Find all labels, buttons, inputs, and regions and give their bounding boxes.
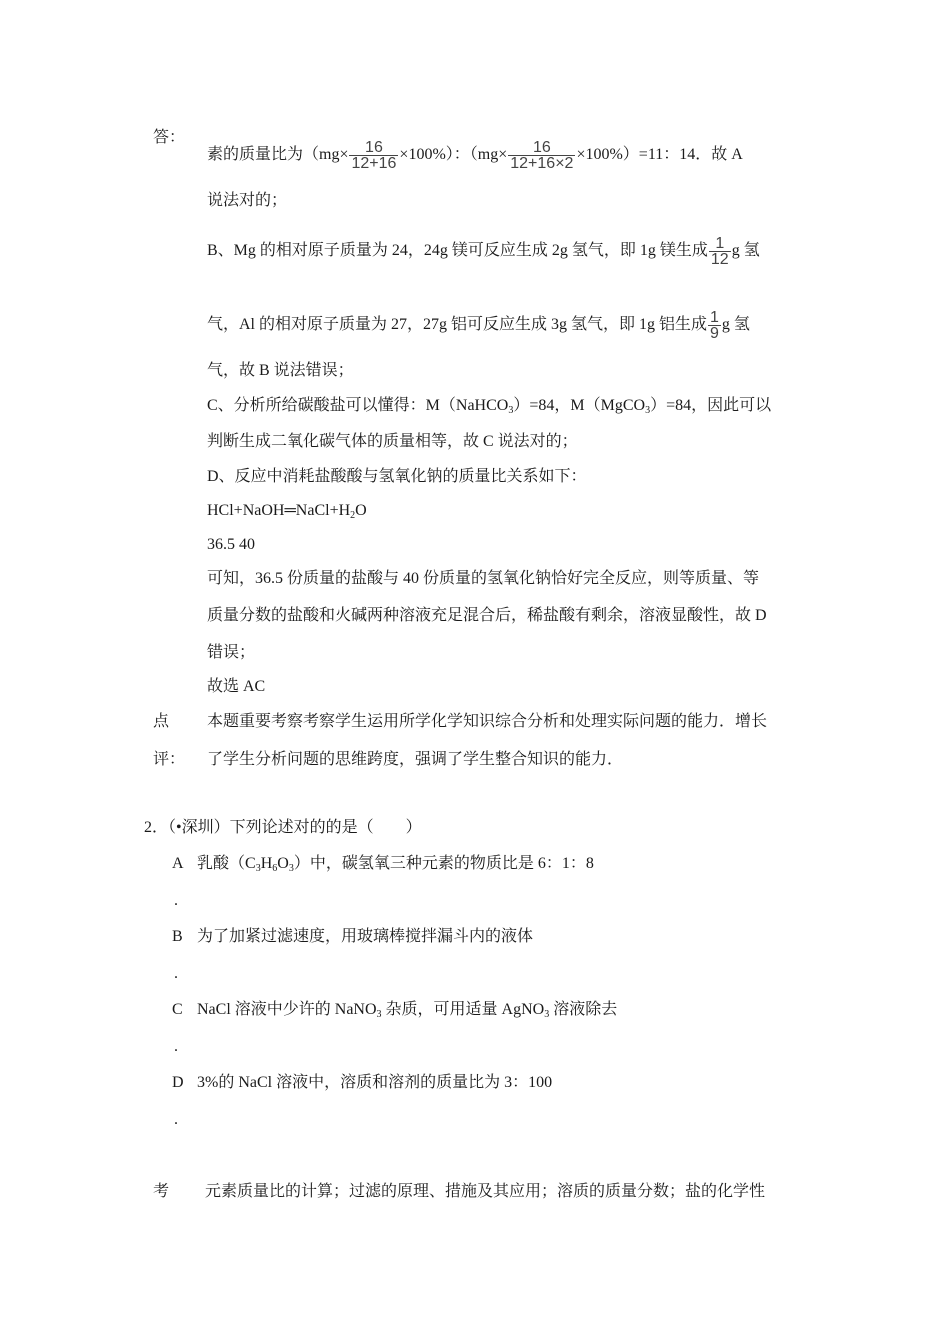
option-d-letter: D (172, 1074, 184, 1091)
text-fragment: 气，Al 的相对原子质量为 27，27g 铝可反应生成 3g 氢气，即 1g 铝生成 (207, 316, 708, 334)
subscript: 2 (350, 510, 356, 521)
fraction-denominator: 9 (710, 325, 719, 342)
text-fragment: O (355, 502, 367, 519)
analysis-line-2: 说法对的； (207, 192, 288, 209)
subscript: 3 (255, 863, 261, 874)
text-fragment: B、Mg 的相对原子质量为 24，24g 镁可反应生成 2g 氢气，即 1g 镁生成 (207, 242, 708, 260)
text-fragment: NaCl 溶液中少许的 NaNO (197, 1001, 377, 1018)
option-d-text: 3%的 NaCl 溶液中，溶质和溶剂的质量比为 3：100 (197, 1074, 553, 1091)
text-fragment: 乳酸（C (197, 855, 256, 872)
option-b-letter: B (172, 928, 183, 945)
analysis-line-3 (207, 236, 760, 267)
fraction (709, 236, 731, 267)
option-c-letter: C (172, 1001, 183, 1018)
option-c-text (197, 1000, 617, 1020)
fraction-numerator: 16 (365, 139, 383, 156)
analysis-line-12: 质量分数的盐酸和火碱两种溶液充足混合后，稀盐酸有剩余，溶液显酸性，故 D (207, 607, 767, 624)
option-a-dot: . (174, 892, 178, 909)
analysis-line-5: 气，故 B 说法错误； (207, 362, 354, 379)
fraction (508, 140, 575, 171)
text-fragment: 素的质量比为（mg× (207, 146, 349, 164)
option-c-dot: . (174, 1038, 178, 1055)
text-fragment: C、分析所给碳酸盐可以懂得：M（NaHCO (207, 397, 509, 414)
text-fragment: g 氢 (731, 242, 760, 260)
subscript: 3 (645, 405, 651, 416)
exam-point-label: 考 (153, 1183, 170, 1200)
fraction-numerator: 1 (715, 235, 725, 252)
analysis-line-4 (207, 310, 750, 341)
answer-label: 答： (153, 129, 186, 146)
option-a-text (197, 854, 594, 874)
fraction (349, 140, 398, 171)
comment-label-bottom: 评： (153, 751, 186, 768)
text-fragment: ）=84，M（MgCO (513, 397, 646, 414)
subscript: 3 (544, 1009, 550, 1020)
text-fragment: ×100%）=11：14．故 A (576, 146, 743, 164)
subscript: 6 (272, 863, 278, 874)
fraction-numerator: 16 (532, 139, 551, 156)
text-fragment: ）=84，因此可以 (650, 397, 772, 414)
fraction (708, 310, 721, 341)
final-answer: 故选 AC (207, 678, 266, 695)
question-2-stem: 2．（•深圳）下列论述对的的是（ ） (144, 819, 422, 836)
fraction-numerator: 1 (710, 309, 719, 326)
text-fragment: ×100%）：（mg× (399, 146, 508, 164)
option-b-text: 为了加紧过滤速度，用玻璃棒搅拌漏斗内的液体 (197, 928, 534, 945)
text-fragment: g 氢 (721, 316, 750, 334)
analysis-line-1 (207, 140, 743, 171)
subscript: 3 (288, 863, 294, 874)
subscript: 3 (508, 405, 514, 416)
text-fragment: O (277, 855, 289, 872)
text-fragment: 杂质，可用适量 AgNO (381, 1001, 545, 1018)
text-fragment: ）中，碳氢氧三种元素的物质比是 6：1：8 (293, 855, 594, 872)
comment-line-2: 了学生分析问题的思维跨度，强调了学生整合知识的能力． (207, 751, 624, 768)
analysis-line-8: D、反应中消耗盐酸酸与氢氧化钠的质量比关系如下： (207, 468, 587, 485)
fraction-denominator: 12+16 (351, 155, 397, 172)
chemical-equation (207, 501, 367, 521)
option-a-letter: A (172, 855, 184, 872)
text-fragment: H (260, 855, 273, 872)
comment-line-1: 本题重要考察考察学生运用所学化学知识综合分析和处理实际问题的能力．增长 (207, 713, 768, 730)
analysis-line-7: 判断生成二氧化碳气体的质量相等，故 C 说法对的； (207, 433, 578, 450)
analysis-line-13: 错误； (207, 644, 256, 661)
fraction-denominator: 12+16×2 (510, 155, 574, 172)
option-b-dot: . (174, 965, 178, 982)
fraction-denominator: 12 (710, 251, 729, 268)
text-fragment: HCl+NaOH═NaCl+H (207, 502, 351, 519)
text-fragment: 溶液除去 (549, 1001, 618, 1018)
exam-point-text: 元素质量比的计算；过滤的原理、措施及其应用；溶质的质量分数；盐的化学性 (205, 1183, 766, 1200)
analysis-line-6 (207, 396, 771, 416)
option-d-dot: . (174, 1111, 178, 1128)
comment-label-top: 点 (153, 713, 170, 730)
equation-masses: 36.5 40 (207, 536, 255, 553)
analysis-line-11: 可知，36.5 份质量的盐酸与 40 份质量的氢氧化钠恰好完全反应，则等质量、等 (207, 570, 760, 587)
subscript: 3 (376, 1009, 382, 1020)
